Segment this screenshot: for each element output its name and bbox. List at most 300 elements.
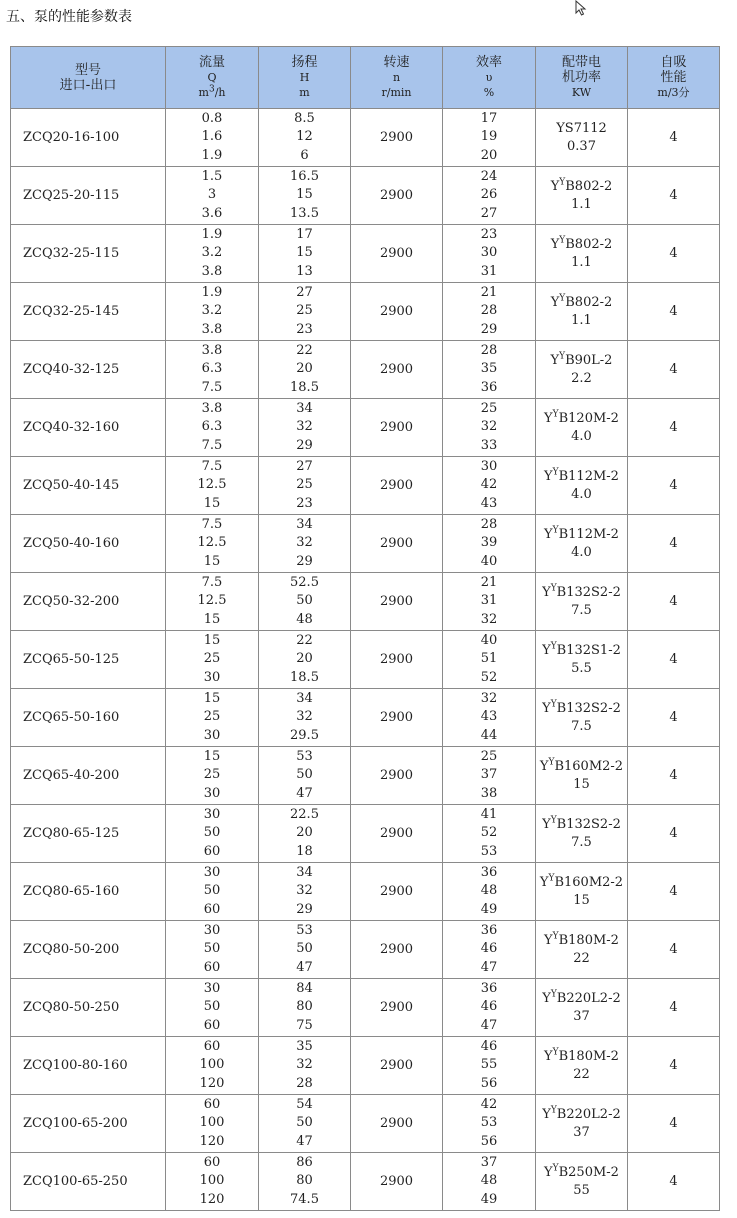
efficiency-value: 32 — [480, 419, 498, 435]
motor-model-sup: Y — [559, 351, 566, 362]
table-row — [11, 979, 720, 1037]
cell-speed — [351, 863, 443, 921]
efficiency-value: 46 — [480, 1039, 498, 1055]
speed-value: 2900 — [379, 1174, 414, 1189]
motor-power-value: 4.0 — [571, 428, 592, 444]
cell-speed — [351, 167, 443, 225]
efficiency-value: 32 — [480, 611, 498, 627]
efficiency-value: 26 — [480, 187, 498, 203]
header-head: 扬程 H m — [259, 47, 351, 109]
motor-model-sup: Y — [559, 177, 566, 188]
cell-self-priming — [628, 283, 720, 341]
head-value: 22 — [296, 633, 313, 649]
efficiency-value: 25 — [480, 749, 498, 765]
efficiency-value: 39 — [480, 535, 498, 551]
cell-speed — [351, 283, 443, 341]
head-value: 23 — [296, 495, 313, 511]
model-text: ZCQ20-16-100 — [23, 130, 120, 145]
head-value: 25 — [296, 303, 313, 319]
motor-model — [536, 410, 627, 428]
motor-model-prefix: Y — [539, 758, 549, 774]
cell-efficiency — [443, 1095, 536, 1153]
cell-flow — [166, 399, 259, 457]
motor-model-prefix: YS7112 — [556, 120, 607, 136]
efficiency-value: 30 — [480, 459, 498, 475]
motor-model — [536, 700, 627, 718]
cell-model — [11, 515, 166, 573]
cell-self-priming — [628, 863, 720, 921]
flow-value: 12.5 — [197, 477, 227, 493]
speed-value: 2900 — [379, 130, 414, 145]
motor-model — [536, 874, 627, 892]
table-row — [11, 399, 720, 457]
flow-value: 3.2 — [201, 245, 223, 261]
efficiency-value: 25 — [480, 401, 498, 417]
cell-efficiency — [443, 805, 536, 863]
model-text: ZCQ32-25-115 — [23, 246, 120, 261]
motor-model-sup: Y — [552, 409, 559, 420]
motor-model-prefix: Y — [544, 468, 553, 484]
flow-value: 7.5 — [201, 459, 223, 475]
head-value: 18.5 — [290, 669, 319, 685]
head-value: 20 — [296, 651, 313, 667]
model-text: ZCQ25-20-115 — [23, 188, 120, 203]
cell-motor — [536, 863, 628, 921]
flow-value: 1.6 — [201, 129, 223, 145]
efficiency-value: 31 — [480, 263, 498, 279]
cell-model — [11, 109, 166, 167]
efficiency-value: 29 — [480, 321, 498, 337]
cell-self-priming — [628, 805, 720, 863]
motor-model — [536, 816, 627, 834]
model-text: ZCQ40-32-125 — [23, 362, 120, 377]
efficiency-value: 56 — [480, 1133, 498, 1149]
motor-power-value: 55 — [573, 1182, 590, 1198]
cell-model — [11, 747, 166, 805]
cell-flow — [166, 573, 259, 631]
motor-model-rest: B802-2 — [565, 236, 613, 252]
cell-head — [259, 109, 351, 167]
cell-flow — [166, 341, 259, 399]
speed-value: 2900 — [379, 536, 414, 551]
model-text: ZCQ100-80-160 — [23, 1058, 128, 1073]
motor-model-sup: Y — [548, 873, 555, 884]
motor-model-sup: Y — [559, 293, 566, 304]
model-text: ZCQ32-25-145 — [23, 304, 120, 319]
cell-motor — [536, 921, 628, 979]
cell-speed — [351, 109, 443, 167]
motor-model — [536, 642, 627, 660]
cell-speed — [351, 921, 443, 979]
cell-flow — [166, 689, 259, 747]
model-text: ZCQ40-32-160 — [23, 420, 120, 435]
motor-model-rest: B132S2-2 — [556, 700, 621, 716]
speed-value: 2900 — [379, 942, 414, 957]
flow-value: 50 — [203, 825, 221, 841]
self-priming-value: 4 — [669, 710, 678, 725]
head-value: 80 — [296, 999, 313, 1015]
table-row — [11, 1037, 720, 1095]
efficiency-value: 52 — [480, 669, 498, 685]
motor-model-prefix: Y — [542, 584, 551, 600]
motor-model — [536, 990, 627, 1008]
flow-value: 15 — [203, 691, 221, 707]
table-row — [11, 689, 720, 747]
cell-efficiency — [443, 457, 536, 515]
flow-value: 30 — [203, 785, 221, 801]
cell-model — [11, 399, 166, 457]
head-value: 35 — [296, 1039, 313, 1055]
cell-speed — [351, 573, 443, 631]
cell-motor — [536, 109, 628, 167]
cell-head — [259, 573, 351, 631]
cell-motor — [536, 341, 628, 399]
cell-efficiency — [443, 225, 536, 283]
cell-model — [11, 1153, 166, 1211]
cell-head — [259, 1037, 351, 1095]
motor-model-prefix: Y — [542, 700, 551, 716]
self-priming-value: 4 — [669, 1116, 678, 1131]
cell-head — [259, 631, 351, 689]
mouse-cursor-icon — [575, 0, 587, 16]
motor-power-value: 7.5 — [571, 602, 592, 618]
motor-model-rest: B250M-2 — [558, 1164, 619, 1180]
flow-value: 120 — [199, 1075, 225, 1091]
flow-value: 15 — [203, 633, 221, 649]
table-row — [11, 805, 720, 863]
self-priming-value: 4 — [669, 652, 678, 667]
flow-value: 60 — [203, 1039, 221, 1055]
head-value: 29.5 — [290, 727, 319, 743]
cell-speed — [351, 979, 443, 1037]
cell-motor — [536, 225, 628, 283]
cell-flow — [166, 805, 259, 863]
motor-power-value: 4.0 — [571, 544, 592, 560]
cell-head — [259, 341, 351, 399]
self-priming-value: 4 — [669, 246, 678, 261]
motor-model-rest: B132S1-2 — [556, 642, 621, 658]
cell-efficiency — [443, 689, 536, 747]
cell-efficiency — [443, 573, 536, 631]
efficiency-value: 37 — [480, 1155, 498, 1171]
self-priming-value: 4 — [669, 1058, 678, 1073]
cell-speed — [351, 805, 443, 863]
head-value: 12 — [296, 129, 313, 145]
efficiency-value: 21 — [480, 575, 498, 591]
cell-flow — [166, 1153, 259, 1211]
cell-flow — [166, 1095, 259, 1153]
self-priming-value: 4 — [669, 768, 678, 783]
motor-power-value: 2.2 — [571, 370, 592, 386]
self-priming-value: 4 — [669, 1000, 678, 1015]
motor-model — [536, 932, 627, 950]
cell-model — [11, 1095, 166, 1153]
cell-motor — [536, 805, 628, 863]
speed-value: 2900 — [379, 768, 414, 783]
flow-value: 0.8 — [201, 111, 223, 127]
efficiency-value: 27 — [480, 205, 498, 221]
cell-flow — [166, 863, 259, 921]
motor-model-prefix: Y — [550, 352, 560, 368]
flow-value: 60 — [203, 1097, 221, 1113]
cell-motor — [536, 1153, 628, 1211]
efficiency-value: 36 — [480, 981, 498, 997]
flow-value: 25 — [203, 709, 221, 725]
head-value: 22 — [296, 343, 313, 359]
head-value: 20 — [296, 825, 313, 841]
head-value: 8.5 — [294, 111, 315, 127]
flow-value: 15 — [203, 749, 221, 765]
efficiency-value: 49 — [480, 1191, 498, 1207]
cell-self-priming — [628, 1095, 720, 1153]
head-value: 13 — [296, 263, 313, 279]
motor-model-prefix: Y — [550, 236, 560, 252]
speed-value: 2900 — [379, 304, 414, 319]
head-value: 53 — [296, 749, 313, 765]
self-priming-value: 4 — [669, 884, 678, 899]
cell-self-priming — [628, 1153, 720, 1211]
motor-model — [536, 294, 627, 312]
flow-value: 1.9 — [201, 227, 223, 243]
motor-model-rest: B180M-2 — [558, 1048, 619, 1064]
cell-speed — [351, 225, 443, 283]
head-value: 32 — [296, 709, 313, 725]
cell-model — [11, 1037, 166, 1095]
motor-model-prefix: Y — [544, 1048, 553, 1064]
head-value: 22.5 — [290, 807, 319, 823]
head-value: 34 — [296, 691, 313, 707]
head-value: 29 — [296, 901, 313, 917]
efficiency-value: 47 — [480, 959, 498, 975]
flow-value: 100 — [199, 1115, 225, 1131]
cell-motor — [536, 167, 628, 225]
efficiency-value: 53 — [480, 843, 498, 859]
cell-model — [11, 863, 166, 921]
motor-model-rest: B160M2-2 — [554, 874, 624, 890]
speed-value: 2900 — [379, 652, 414, 667]
flow-value: 60 — [203, 959, 221, 975]
motor-model-sup: Y — [552, 467, 559, 478]
cell-self-priming — [628, 747, 720, 805]
cell-model — [11, 689, 166, 747]
header-motor-power: 配带电 机功率 KW — [536, 47, 628, 109]
cell-motor — [536, 399, 628, 457]
efficiency-value: 44 — [480, 727, 498, 743]
flow-value: 12.5 — [197, 593, 227, 609]
head-value: 20 — [296, 361, 313, 377]
cell-self-priming — [628, 979, 720, 1037]
head-value: 18.5 — [290, 379, 319, 395]
head-value: 80 — [296, 1173, 313, 1189]
efficiency-value: 47 — [480, 1017, 498, 1033]
cell-efficiency — [443, 631, 536, 689]
efficiency-value: 24 — [480, 169, 498, 185]
motor-power-value: 1.1 — [571, 254, 592, 270]
cell-efficiency — [443, 1153, 536, 1211]
cell-flow — [166, 457, 259, 515]
motor-model-rest: B160M2-2 — [554, 758, 624, 774]
flow-value: 1.5 — [201, 169, 223, 185]
head-value: 28 — [296, 1075, 313, 1091]
table-row — [11, 283, 720, 341]
motor-model — [536, 236, 627, 254]
cell-self-priming — [628, 921, 720, 979]
table-row — [11, 457, 720, 515]
cell-head — [259, 1095, 351, 1153]
table-row — [11, 1153, 720, 1211]
head-value: 47 — [296, 959, 313, 975]
cell-speed — [351, 631, 443, 689]
cell-head — [259, 979, 351, 1037]
speed-value: 2900 — [379, 246, 414, 261]
cell-speed — [351, 341, 443, 399]
cell-model — [11, 283, 166, 341]
motor-power-value: 7.5 — [571, 718, 592, 734]
motor-model-prefix: Y — [544, 1164, 553, 1180]
motor-model-prefix: Y — [544, 526, 553, 542]
cell-efficiency — [443, 341, 536, 399]
motor-model — [536, 1164, 627, 1182]
efficiency-value: 53 — [480, 1115, 498, 1131]
efficiency-value: 20 — [480, 147, 498, 163]
motor-model-rest: B90L-2 — [565, 352, 613, 368]
flow-value: 15 — [203, 611, 221, 627]
flow-value: 1.9 — [201, 147, 223, 163]
table-row — [11, 863, 720, 921]
motor-model-prefix: Y — [544, 410, 553, 426]
self-priming-value: 4 — [669, 1174, 678, 1189]
header-flow: 流量 Q $m^3/h$ — [166, 47, 259, 109]
header-speed: 转速 n r/min — [351, 47, 443, 109]
flow-value: 30 — [203, 923, 221, 939]
flow-value: 120 — [199, 1191, 225, 1207]
efficiency-value: 33 — [480, 437, 498, 453]
head-value: 13.5 — [290, 205, 319, 221]
flow-value: 120 — [199, 1133, 225, 1149]
speed-value: 2900 — [379, 594, 414, 609]
flow-value: 12.5 — [197, 535, 227, 551]
flow-value: 50 — [203, 941, 221, 957]
cell-speed — [351, 1037, 443, 1095]
cell-flow — [166, 631, 259, 689]
cell-self-priming — [628, 573, 720, 631]
motor-model-sup: Y — [559, 235, 566, 246]
motor-model-prefix: Y — [542, 990, 551, 1006]
motor-model-prefix: Y — [544, 932, 553, 948]
motor-model-prefix: Y — [550, 178, 560, 194]
flow-value: 3.8 — [201, 321, 223, 337]
cell-head — [259, 225, 351, 283]
speed-value: 2900 — [379, 478, 414, 493]
cell-motor — [536, 747, 628, 805]
motor-model-rest: B132S2-2 — [556, 816, 621, 832]
head-value: 48 — [296, 611, 313, 627]
cell-speed — [351, 515, 443, 573]
flow-value: 1.9 — [201, 285, 223, 301]
motor-power-value: 4.0 — [571, 486, 592, 502]
efficiency-value: 46 — [480, 941, 498, 957]
cell-efficiency — [443, 399, 536, 457]
efficiency-value: 36 — [480, 379, 498, 395]
cell-self-priming — [628, 631, 720, 689]
model-text: ZCQ80-50-250 — [23, 1000, 120, 1015]
efficiency-value: 37 — [480, 767, 498, 783]
model-text: ZCQ65-50-125 — [23, 652, 120, 667]
speed-value: 2900 — [379, 1058, 414, 1073]
efficiency-value: 42 — [480, 477, 498, 493]
flow-value: 6.3 — [201, 419, 223, 435]
cell-self-priming — [628, 341, 720, 399]
motor-model-rest: B220L2-2 — [556, 990, 621, 1006]
speed-value: 2900 — [379, 884, 414, 899]
flow-value: 6.3 — [201, 361, 223, 377]
cell-speed — [351, 1095, 443, 1153]
flow-value: 7.5 — [201, 379, 223, 395]
flow-value: 3 — [207, 187, 217, 203]
flow-value: 100 — [199, 1173, 225, 1189]
motor-model-sup: Y — [550, 699, 557, 710]
cell-head — [259, 399, 351, 457]
head-value: 50 — [296, 1115, 313, 1131]
head-value: 74.5 — [290, 1191, 319, 1207]
efficiency-value: 28 — [480, 303, 498, 319]
cell-efficiency — [443, 979, 536, 1037]
head-value: 75 — [296, 1017, 313, 1033]
motor-model-rest: B180M-2 — [558, 932, 619, 948]
efficiency-value: 30 — [480, 245, 498, 261]
self-priming-value: 4 — [669, 594, 678, 609]
head-value: 29 — [296, 437, 313, 453]
cell-motor — [536, 689, 628, 747]
head-value: 25 — [296, 477, 313, 493]
motor-model-rest: B802-2 — [565, 294, 613, 310]
efficiency-value: 56 — [480, 1075, 498, 1091]
efficiency-value: 46 — [480, 999, 498, 1015]
motor-power-value: 15 — [573, 776, 590, 792]
model-text: ZCQ65-40-200 — [23, 768, 120, 783]
flow-value: 100 — [199, 1057, 225, 1073]
flow-value: 7.5 — [201, 437, 223, 453]
cell-self-priming — [628, 109, 720, 167]
flow-value: 30 — [203, 807, 221, 823]
head-value: 47 — [296, 1133, 313, 1149]
efficiency-value: 41 — [480, 807, 498, 823]
flow-value: 25 — [203, 767, 221, 783]
pump-performance-table — [10, 46, 720, 1211]
flow-value: 30 — [203, 865, 221, 881]
cell-motor — [536, 1095, 628, 1153]
flow-value: 3.8 — [201, 401, 223, 417]
table-row — [11, 341, 720, 399]
head-value: 32 — [296, 535, 313, 551]
motor-model — [536, 584, 627, 602]
cell-efficiency — [443, 863, 536, 921]
motor-model — [536, 1048, 627, 1066]
cell-flow — [166, 283, 259, 341]
flow-value: 60 — [203, 1155, 221, 1171]
self-priming-value: 4 — [669, 942, 678, 957]
cell-model — [11, 631, 166, 689]
flow-value: 50 — [203, 999, 221, 1015]
flow-value: 60 — [203, 843, 221, 859]
self-priming-value: 4 — [669, 536, 678, 551]
cell-self-priming — [628, 689, 720, 747]
efficiency-value: 52 — [480, 825, 498, 841]
flow-value: 7.5 — [201, 575, 223, 591]
self-priming-value: 4 — [669, 826, 678, 841]
cell-model — [11, 921, 166, 979]
cell-head — [259, 1153, 351, 1211]
